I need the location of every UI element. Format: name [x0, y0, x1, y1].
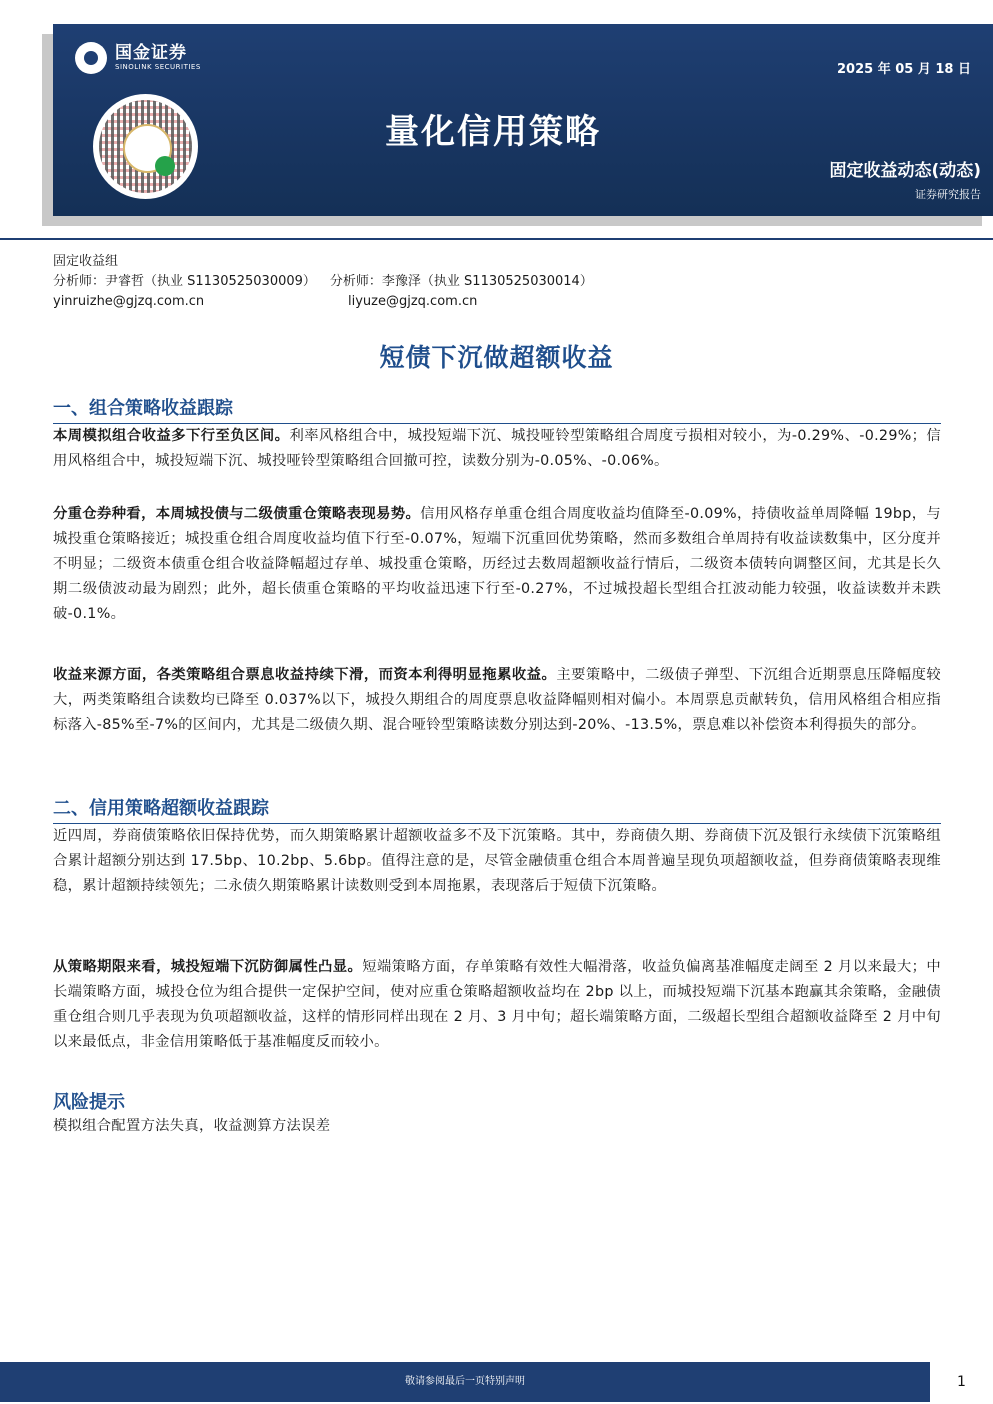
s1-p3-body: 主要策略中，二级债子弹型、下沉组合近期票息压降幅度较大，两类策略组合读数均已降至 0.037%以下，城投久期组合的周度票息收益降幅则相对偏小。本周票息贡献转负，信用风格组合相应指标落入-85%至-7%的区间内，尤其是二级债久期、混合哑铃型策略读数分别达到-20%、-13.5%，票息难以补偿资本利得损失的部分。 [53, 667, 941, 733]
s1-paragraph-1 [53, 424, 941, 474]
risk-text: 模拟组合配置方法失真，收益测算方法误差 [53, 1118, 331, 1134]
page-number: 1 [957, 1374, 966, 1390]
logo-cn: 国金证券 [115, 43, 187, 63]
s2-paragraph-1: 近四周，券商债策略依旧保持优势，而久期策略累计超额收益多不及下沉策略。其中，券商债久期、券商债下沉及银行永续债下沉策略组合累计超额分别达到 17.5bp、10.2bp、5.6bp。值得注意的是，尽管金融债重仓组合本周普遍呈现负项超额收益，但券商债策略表现维稳，累计超额持续领先；二永债久期策略累计读数则受到本周拖累，表现落后于短债下沉策略。 [53, 828, 941, 894]
s2-p2-lead: 从策略期限来看，城投短端下沉防御属性凸显。 [53, 959, 363, 975]
banner-title: 量化信用策略 [385, 112, 601, 152]
analyst-2: 分析师：李豫泽（执业 S1130525030014） [329, 274, 593, 289]
analyst-block [53, 252, 593, 312]
s2-paragraph-2 [53, 955, 941, 1055]
s1-p2-body: 信用风格存单重仓组合周度收益均值降至-0.09%，持债收益单周降幅 19bp，与城投重仓策略接近；城投重仓组合周度收益均值下行至-0.07%，短端下沉重回优势策略，然而多数组合单周持有收益读数集中，区分度并不明显；二级资本债重仓组合收益降幅超过存单、城投重仓策略，历经过去数周超额收益行情后，二级资本债转向调整区间，尤其是长久期二级债波动最为剧烈；此外，超长债重仓策略的平均收益迅速下行至-0.27%，不过城投超长型组合扛波动能力较强，收益读数并未跌破-0.1%。 [53, 506, 941, 622]
s1-p3-lead: 收益来源方面，各类策略组合票息收益持续下滑，而资本利得明显拖累收益。 [53, 667, 557, 683]
report-banner [53, 24, 993, 216]
analyst-2-email[interactable]: liyuze@gjzq.com.cn [348, 294, 478, 309]
s1-p1-lead: 本周模拟组合收益多下行至负区间。 [53, 428, 290, 444]
company-logo [75, 42, 201, 74]
logo-en: SINOLINK SECURITIES [115, 63, 201, 71]
s1-p1-body: 利率风格组合中，城投短端下沉、城投哑铃型策略组合周度亏损相对较小，为-0.29%、-0.29%；信用风格组合中，城投短端下沉、城投哑铃型策略组合回撤可控，读数分别为-0.05%、-0.06%。 [53, 428, 941, 469]
report-type: 固定收益动态(动态) [829, 161, 981, 181]
qr-code-icon [93, 94, 198, 199]
section-1-heading: 一、组合策略收益跟踪 [53, 394, 941, 424]
header-divider [0, 238, 993, 240]
mini-program-badge-icon [155, 156, 175, 176]
s1-paragraph-2 [53, 502, 941, 627]
analyst-1: 分析师：尹睿哲（执业 S1130525030009） [53, 274, 316, 289]
report-date: 2025 年 05 月 18 日 [837, 62, 971, 77]
risk-heading: 风险提示 [53, 1092, 125, 1113]
document-title: 短债下沉做超额收益 [379, 343, 614, 372]
analyst-1-email[interactable]: yinruizhe@gjzq.com.cn [53, 294, 205, 309]
group-name: 固定收益组 [53, 254, 119, 269]
s1-p2-lead: 分重仓券种看，本周城投债与二级债重仓策略表现易势。 [53, 506, 421, 522]
footer-notice: 敬请参阅最后一页特别声明 [0, 1362, 930, 1402]
report-subtype: 证券研究报告 [915, 188, 981, 201]
logo-mark-icon [75, 42, 107, 74]
s1-paragraph-3 [53, 663, 941, 738]
section-2-heading: 二、信用策略超额收益跟踪 [53, 794, 941, 824]
s2-p2-body: 短端策略方面，存单策略有效性大幅滑落，收益负偏离基准幅度走阔至 2 月以来最大；中长端策略方面，城投仓位为组合提供一定保护空间，使对应重仓策略超额收益均在 2bp 以上，而城投短端下沉基本跑赢其余策略，金融债重仓组合则几乎表现为负项超额收益，这样的情形同样出现在 2 月、3 月中旬；超长端策略方面，二级超长型组合超额收益降至 2 月中旬以来最低点，非金信用策略低于基准幅度反而较小。 [53, 959, 941, 1050]
